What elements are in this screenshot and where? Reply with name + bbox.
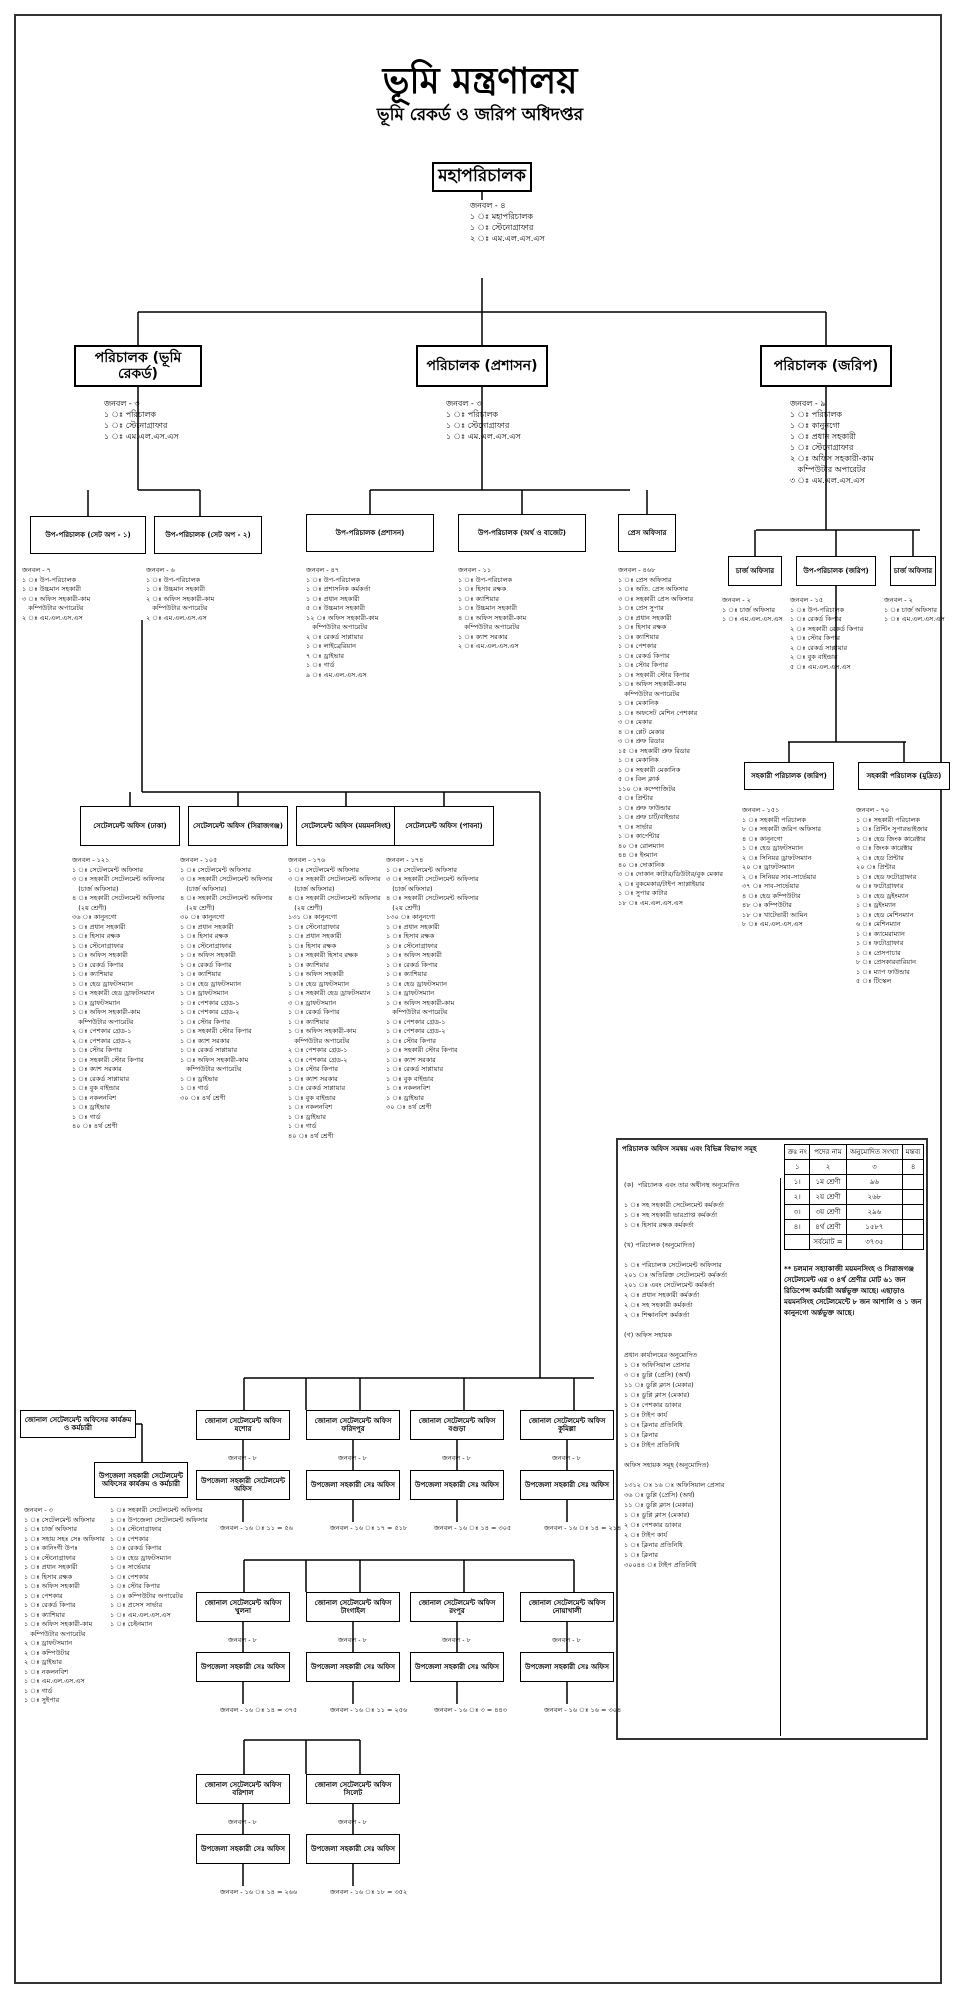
admin-unit-box: প্রেস অফিসার bbox=[618, 514, 676, 552]
assistant-director-box: সহকারী পরিচালক (জরিপ) bbox=[744, 762, 834, 790]
department-subtitle: ভূমি রেকর্ড ও জরিপ অধিদপ্তর bbox=[376, 105, 584, 125]
admin-unit-staff-list: জনবল - ১১ ১ ঃ উপ-পরিচালক ১ ঃ হিসাব রক্ষক ১ ঃ ক্যাশিয়ার ১ ঃ উচ্চমান সহকারী ৪ ঃ অফিস সহকারী-কাম কম্পিউটার অপারেটর ১ ঃ ক্যাশ সরকার ২ ঃ এম.এল.এস.এস bbox=[458, 566, 527, 650]
zonal-staff-count: জনবল - ৮ bbox=[338, 1636, 367, 1644]
table-cell bbox=[903, 1190, 924, 1205]
summary-panel bbox=[616, 1138, 928, 1740]
table-cell: ৩য় শ্রেণী bbox=[810, 1205, 846, 1220]
survey-unit-box: চার্জ অফিসার bbox=[890, 556, 936, 586]
survey-unit-box: উপ-পরিচালক (জরিপ) bbox=[796, 556, 876, 586]
summary-col-number: ৪ bbox=[903, 1160, 924, 1175]
table-row bbox=[785, 1235, 924, 1250]
zonal-office-box: জোনাল সেটেলমেন্ট অফিস টাংগাইল bbox=[306, 1592, 400, 1622]
director-staff-list: জনবল - ৩ ১ ঃ পরিচালক ১ ঃ স্টেনোগ্রাফার ১ ঃ এম.এল.এস.এস bbox=[446, 399, 521, 441]
zonal-office-box: জোনাল সেটেলমেন্ট অফিস বরিশাল bbox=[196, 1774, 290, 1804]
director-staff-list: জনবল - ৩ ১ ঃ পরিচালক ১ ঃ স্টেনোগ্রাফার ১ ঃ এম.এল.এস.এস bbox=[104, 399, 179, 441]
zonal-office-box: জোনাল সেটেলমেন্ট অফিস সিলেট bbox=[306, 1774, 400, 1804]
summary-col-header: মন্তব্য bbox=[903, 1145, 924, 1160]
table-row bbox=[785, 1220, 924, 1235]
upazila-office-box: উপজেলা সহকারী সেঃ অফিস bbox=[520, 1470, 614, 1500]
zonal-staff-count: জনবল - ৮ bbox=[228, 1636, 257, 1644]
summary-table bbox=[784, 1144, 924, 1250]
upazila-office-box: উপজেলা সহকারী সেঃ অফিস bbox=[410, 1470, 504, 1500]
upazila-office-box: উপজেলা সহকারী সেঃ অফিস bbox=[520, 1652, 614, 1682]
zonal-footer-total: জনবল - ১৬ ঃ ১৭ = ৫১৮ bbox=[330, 1524, 408, 1532]
upazila-office-box: উপজেলা সহকারী সেটেলমেন্ট অফিসের কার্যক্রম ও কর্মচারী bbox=[94, 1462, 188, 1498]
table-row bbox=[785, 1190, 924, 1205]
table-cell bbox=[903, 1235, 924, 1250]
director-box: পরিচালক (জরিপ) bbox=[760, 345, 892, 387]
settlement-office-box: সেটেলমেন্ট অফিস (পাবনা) bbox=[394, 806, 494, 846]
director-general-box: মহাপরিচালক bbox=[432, 162, 532, 192]
survey-unit-staff-list: জনবল - ২ ১ ঃ চার্জ অফিসার ১ ঃ এম.এল.এস.এস bbox=[884, 596, 945, 623]
zonal-footer-total: জনবল - ১৬ ঃ ৩ = ৪৪৩ bbox=[434, 1706, 507, 1714]
upazila-office-box: উপজেলা সহকারী সেঃ অফিস bbox=[196, 1834, 290, 1864]
table-cell: ২য় শ্রেণী bbox=[810, 1190, 846, 1205]
summary-col-header: ক্রঃ নং bbox=[785, 1145, 810, 1160]
survey-unit-staff-list: জনবল - ২ ১ ঃ চার্জ অফিসার ১ ঃ এম.এল.এস.এস bbox=[722, 596, 783, 623]
zonal-staff-count: জনবল - ৮ bbox=[228, 1454, 257, 1462]
zonal-footer-total: জনবল - ১৬ ঃ ১৮ = ৩৫২ bbox=[330, 1888, 408, 1896]
zonal-staff-count: জনবল - ৮ bbox=[228, 1818, 257, 1826]
summary-left-text: (ক) পরিচালক এবং তার অধীনস্থ অনুমোদিত ১ ঃ সহ সহকারী সেটেলমেন্ট কর্মকর্তা ১ ঃ সহ সহকারী ভারপ্রাপ্ত কর্মকর্তা ১ ঃ হিসাব রক্ষক কর্মকর্তা (খ) পরিচালক (অনুমোদিত) ১ ঃ পরিচালক সেটেলমেন্ট অফিসার ২০১ ঃ অতিরিক্ত সেটেলমেন্ট কর্মকর্তা ২০১ ঃ এবং সেটেলমেন্ট কর্মকর্তা ২ ঃ প্রধান সহকারী কর্মকর্তা ২ ঃ সহ সহকারী কর্মকর্তা ২ ঃ শিক্ষানবিশ কর্মকর্তা (গ) অফিস সহায়ক প্রধান কার্যালয়ের অনুমোদিত ১ ঃ অফিসিয়াল প্রেসার ৩ ঃ ডুপ্লি (প্রেসি) (অৰ্থ) ১১ ঃ ডুপ্লি ক্লাস (মেকার) ১ ঃ ডুপ্লি ক্লাস (মেকার) ১ ঃ পেশকার ডাকার ১ ঃ টাইপ কার্য ১ ঃ ক্লিনার প্রতিনিধি ১ ঃ ক্লিনার ১ ঃ টাইপ প্রতিনিধি অফিস সহায়ক সমূহ (অনুমোদিত) ১৩১২ ঃ ১৬ ঃ অফিসিয়াল প্রেসার ৩৬ ঃ ডুপ্লি (প্রেসি) (অৰ্থ) ১১ ঃ ডুপ্লি ক্লাস (মেকার) ১ ঃ ডুপ্লি ক্লাস (মেকার) ২ ঃ পেশকার ডাকার ২ ঃ টাইপ কার্য ১ ঃ ক্লিনার প্রতিনিধি ১ ঃ ক্লিনার ৩০০৪৪ ঃ টাইপ প্রতিনিধি bbox=[624, 1181, 740, 1569]
zonal-staff-count: জনবল - ৮ bbox=[442, 1454, 471, 1462]
table-cell bbox=[903, 1175, 924, 1190]
deputy-director-box: উপ-পরিচালক (সেট অপ - ১) bbox=[30, 516, 146, 554]
zonal-staff-count: জনবল - ৮ bbox=[338, 1454, 367, 1462]
table-cell bbox=[903, 1205, 924, 1220]
summary-col-header: পদের নাম bbox=[810, 1145, 846, 1160]
table-cell: ৩। bbox=[785, 1205, 810, 1220]
table-cell: ৪। bbox=[785, 1220, 810, 1235]
zonal-footer-total: জনবল - ১৬ ঃ ১৪ = ৩৭৫ bbox=[220, 1706, 298, 1714]
deputy-staff-list: জনবল - ৬ ১ ঃ উপ-পরিচালক ১ ঃ উচ্চমান সহকারী ২ ঃ অফিস সহকারী-কাম কম্পিউটার অপারেটর ২ ঃ এম.এল.এস.এস bbox=[146, 566, 215, 622]
summary-col-number: ৩ bbox=[846, 1160, 903, 1175]
ministry-title: ভূমি মন্ত্রণালয় bbox=[382, 60, 578, 102]
zonal-office-box: জোনাল সেটেলমেন্ট অফিস ফরিদপুর bbox=[306, 1410, 400, 1440]
zonal-staff-count: জনবল - ৮ bbox=[338, 1818, 367, 1826]
table-cell bbox=[785, 1235, 810, 1250]
zonal-staff-count: জনবল - ৮ bbox=[552, 1636, 581, 1644]
table-cell bbox=[903, 1220, 924, 1235]
summary-heading: পরিচালক অফিস সমন্বয় এবং বিভিন্ন বিভাগ সমূহ bbox=[622, 1145, 757, 1153]
table-cell: ১। bbox=[785, 1175, 810, 1190]
zonal-office-box: জোনাল সেটেলমেন্ট অফিস নোয়াখালী bbox=[520, 1592, 614, 1622]
assistant-director-box: সহকারী পরিচালক (মুদ্রিত) bbox=[858, 762, 950, 790]
admin-unit-box: উপ-পরিচালক (অর্থ ও বাজেট) bbox=[458, 514, 586, 552]
zonal-office-box: জোনাল সেটেলমেন্ট অফিস খুলনা bbox=[196, 1592, 290, 1622]
director-staff-list: জনবল - ৯ ১ ঃ পরিচালক ১ ঃ কানুনগো ১ ঃ প্রধান সহকারী ১ ঃ স্টেনোগ্রাফার ২ ঃ অফিস সহকারী-কাম কম্পিউটার অপারেটর ৩ ঃ এম.এল.এস.এস bbox=[790, 399, 874, 485]
summary-left-column bbox=[622, 1178, 781, 1736]
table-row bbox=[785, 1175, 924, 1190]
zonal-footer-total: জনবল - ১৬ ঃ ১৪ = ২১৪ bbox=[544, 1524, 622, 1532]
upazila-office-box: উপজেলা সহকারী সেঃ অফিস bbox=[306, 1470, 400, 1500]
summary-right-column bbox=[784, 1144, 924, 1319]
summary-note: ** চলমান সহ্যাকাজী ময়মনসিংহ ও সিরাজগঞ্জ সেটেলমেন্ট এর ৩ ৪র্থ শ্রেণীর মোট ৬১ জন রিডিপেন্স কর্মচারী অর্ন্তভুক্ত আছে। এছাড়াও ময়মনসিংহ সেটেলমেন্টে ৮ জন আশালি ও ১ জন কানুনগো অর্ন্তভুক্ত আছে। bbox=[784, 1265, 922, 1317]
deputy-director-box: উপ-পরিচালক (সেট অপ - ২) bbox=[154, 516, 262, 554]
admin-unit-box: উপ-পরিচালক (প্রশাসন) bbox=[306, 514, 434, 552]
zonal-staff-count: জনবল - ৮ bbox=[442, 1636, 471, 1644]
zonal-staff-count: জনবল - ৮ bbox=[552, 1454, 581, 1462]
summary-col-number: ২ bbox=[810, 1160, 846, 1175]
zonal-footer-total: জনবল - ১৬ ঃ ১৪ = ৩০৫ bbox=[434, 1524, 512, 1532]
settlement-office-box: সেটেলমেন্ট অফিস (সিরাজগঞ্জ) bbox=[188, 806, 288, 846]
table-cell: ৩৭৩৫ bbox=[846, 1235, 903, 1250]
zonal-footer-total: জনবল - ১৬ ঃ ১৪ = ২৬৬ bbox=[220, 1888, 298, 1896]
zonal-footer-total: জনবল - ১৬ ঃ ১৬ = ৩০৪ bbox=[544, 1706, 622, 1714]
upazila-office-box: উপজেলা সহকারী সেঃ অফিস bbox=[410, 1652, 504, 1682]
upazila-office-box: উপজেলা সহকারী সেঃ অফিস bbox=[306, 1652, 400, 1682]
table-cell: সর্বমোট = bbox=[810, 1235, 846, 1250]
settlement-office-box: সেটেলমেন্ট অফিস (ময়মনসিংহ) bbox=[296, 806, 396, 846]
upazila-office-box: উপজেলা সহকারী সেঃ অফিস bbox=[196, 1652, 290, 1682]
admin-unit-staff-list: জনবল - ৪৬৮ ১ ঃ প্রেস অফিসার ১ ঃ অতি. প্রেস অফিসার ৩ ঃ সহকারী প্রেস অফিসার ১ ঃ প্রেস সুপার ১ ঃ প্রধান সহকারী ১ ঃ হিসাব রক্ষক ১ ঃ ক্যাশিয়ার ১ ঃ পেশকার ১ ঃ রেকর্ড কিপার ১ ঃ স্টোর কিপার ১ ঃ সহকারী স্টোর কিপার ১ ঃ অফিস সহকারী-কাম কম্পিউটার অপারেটর ১ ঃ মেকানিক ১ ঃ অফসেট মেশিন পেশকার ৩ ঃ মেকার ৪ ঃ প্লেট মেকার ৩ ঃ প্রুফ রিডার ১৫ ঃ সহকারী প্রুফ রিডার ১ ঃ মেকানিক ১ ঃ সহকারী মেকানিক ৫ ঃ বিল ক্লার্ক ১১০ ঃ কম্পোজিটর ৫ ঃ প্রিন্টার ১ ঃ প্রুফ ফাউন্ডার ১ ঃ প্রুফ চার্ট/বাইন্ডার ৭ ঃ সার্ভার ১ ঃ কার্পেন্টার ৪০ ঃ রোলম্যান ৪৪ ঃ ইংম্যান ৪০ ঃ দোকানিক ৩ ঃ দোকান কাটার/ডিউটার/বুক মেকার ২ ঃ বুকমেকার/টাইপ স্যাপ্লাইয়ার ১ ঃ সুপার কাটার ১৮ ঃ এম.এল.এস.এস bbox=[618, 566, 723, 907]
director-box: পরিচালক (প্রশাসন) bbox=[416, 345, 548, 387]
settlement-office-box: সেটেলমেন্ট অফিস (ঢাকা) bbox=[80, 806, 180, 846]
table-cell: ২। bbox=[785, 1190, 810, 1205]
settlement-staff-list: জনবল - ১০৫ ১ ঃ সেটেলমেন্ট অফিসার ৩ ঃ সহকারী সেটেলমেন্ট অফিসার (চার্জ অফিসার) ৪ ঃ সহকারী সেটেলমেন্ট অফিসার (২য় শ্রেণী) ৩০ ঃ কানুনগো ১ ঃ প্রধান সহকারী ১ ঃ হিসাব রক্ষক ১ ঃ স্টেনোগ্রাফার ১ ঃ অফিস সহকারী ১ ঃ রেকর্ড কিপার ১ ঃ ক্যাশিয়ার ১ ঃ হেড ড্রাফটসম্যান ১ ঃ ড্রাফটসম্যান ১ ঃ পেশকার গ্রেড-১ ১ ঃ পেশকার গ্রেড-২ ১ ঃ স্টোর কিপার ১ ঃ সহকারী স্টোর কিপার ১ ঃ ক্যাশ সরকার ১ ঃ রেকর্ড সাপ্লায়ার ১ ঃ অফিস সহকারী-কাম কম্পিউটার অপারেটর ১ ঃ ড্রাইভার ১ ঃ গার্ড ৩০ ঃ ৪র্থ শ্রেণী bbox=[180, 856, 273, 1102]
admin-unit-staff-list: জনবল - ৪৭ ১ ঃ উপ-পরিচালক ১ ঃ প্রশাসনিক কর্মকর্তা ১ ঃ প্রধান সহকারী ৫ ঃ উচ্চমান সহকারী ১২ ঃ অফিস সহকারী-কাম কম্পিউটার অপারেটর ২ ঃ রেকর্ড সাপ্লায়ার ১ ঃ লাইব্রেরিয়ান ৭ ঃ ড্রাইভার ১ ঃ গার্ড ৯ ঃ এম.এল.এস.এস bbox=[306, 566, 379, 679]
upazila-office-box: উপজেলা সহকারী সেঃ অফিস bbox=[306, 1834, 400, 1864]
zonal-office-box: জোনাল সেটেলমেন্ট অফিস রংপুর bbox=[410, 1592, 504, 1622]
settlement-staff-list: জনবল - ১৭৪ ১ ঃ সেটেলমেন্ট অফিসার ৩ ঃ সহকারী সেটেলমেন্ট অফিসার (চার্জ অফিসার) ৪ ঃ সহকারী সেটেলমেন্ট অফিসার (২য় শ্রেণী) ১৩০ ঃ কানুনগো ১ ঃ প্রধান সহকারী ১ ঃ হিসাব রক্ষক ১ ঃ স্টেনোগ্রাফার ১ ঃ অফিস সহকারী ১ ঃ রেকর্ড কিপার ১ ঃ ক্যাশিয়ার ১ ঃ হেড ড্রাফটসম্যান ১ ঃ ড্রাফটসম্যান ১ ঃ অফিস সহকারী-কাম কম্পিউটার অপারেটর ১ ঃ পেশকার গ্রেড-১ ১ ঃ পেশকার গ্রেড-২ ১ ঃ স্টোর কিপার ১ ঃ সহকারী স্টোর কিপার ১ ঃ ক্যাশ সরকার ১ ঃ রেকর্ড সাপ্লায়ার ১ ঃ বুক বাইন্ডার ১ ঃ নকলনবিশ ১ ঃ ড্রাইভার ৩০ ঃ ৪র্থ শ্রেণী bbox=[386, 856, 479, 1111]
director-box: পরিচালক (ভূমি রেকর্ড) bbox=[74, 345, 202, 387]
table-cell: ৪র্থ শ্রেণী bbox=[810, 1220, 846, 1235]
upazila-office-box: উপজেলা সহকারী সেটেলমেন্ট অফিস bbox=[196, 1470, 290, 1500]
settlement-staff-list: জনবল - ১৭৬ ১ ঃ সেটেলমেন্ট অফিসার ৩ ঃ সহকারী সেটেলমেন্ট অফিসার (চার্জ অফিসার) ৪ ঃ সহকারী সেটেলমেন্ট অফিসার (২য় শ্রেণী) ১৩১ ঃ কানুনগো ১ ঃ স্টেনোগ্রাফার ১ ঃ প্রধান সহকারী ১ ঃ হিসাব রক্ষক ১ ঃ সহকারী হিসাব রক্ষক ১ ঃ ক্যাশিয়ার ১ ঃ অফিস সহকারী ১ ঃ হেড ড্রাফটসম্যান ১ ঃ সহকারী হেড ড্রাফটসম্যান ৩ ঃ ড্রাফটসম্যান ১ ঃ রেকর্ড কিপার ১ ঃ ক্যাশিয়ার ১ ঃ অফিস সহকারী-কাম কম্পিউটার অপারেটর ২ ঃ পেশকার গ্রেড-১ ২ ঃ পেশকার গ্রেড-২ ১ ঃ স্টোর কিপার ১ ঃ ক্যাশ সরকার ১ ঃ রেকর্ড সাপ্লায়ার ১ ঃ বুক বাইন্ডার ১ ঃ নকলনবিশ ১ ঃ ড্রাইভার ১ ঃ গার্ড ৪০ ঃ ৪র্থ শ্রেণী bbox=[288, 856, 381, 1140]
table-cell: ২৬৮ bbox=[846, 1190, 903, 1205]
assistant-director-staff-list: জনবল - ৭০ ১ ঃ সহকারী পরিচালক ১ ঃ প্রিন্টিং সুপারভাইজার ১ ঃ হেড জিংক কারেক্টার ৩ ঃ জিংক কারেক্টার ২ ঃ হেড প্রিন্টার ২০ ঃ প্রিন্টার ১ ঃ হেড ফটোগ্রাফার ৬ ঃ ফটোগ্রাফার ১ ঃ হেড ড্রইংম্যান ১ ঃ ড্রইংম্যান ১ ঃ হেড মেশিনম্যান ৬ ঃ মেশিনম্যান ১ ঃ ক্যামেরাম্যান ১ ঃ ফটোগ্রাফার ১ ঃ প্রেসপাচার ৮ ঃ প্রেসকারবারিয়ান ১ ঃ ম্যাপ ফাউন্ডার ৫ ঃ টিস্কেল bbox=[856, 806, 928, 985]
zonal-office-box: জোনাল সেটেলমেন্ট অফিস বগুড়া bbox=[410, 1410, 504, 1440]
zonal-office-box: জোনাল সেটেলমেন্ট অফিস যশোর bbox=[196, 1410, 290, 1440]
zonal-office-box: জোনাল সেটেলমেন্ট অফিসের কার্যক্রম ও কর্মচারী bbox=[20, 1410, 136, 1438]
zonal-staff-list: জনবল - ৩ ১ ঃ সেটেলমেন্ট অফিসার ১ ঃ চার্জ অফিসার ১ ঃ সহায় সহঃ সেঃ অফিসার ১ ঃ কানিংগী উপঃ ১ ঃ স্টেনোগ্রাফার ১ ঃ প্রধান সহকারী ১ ঃ হিসাব রক্ষক ১ ঃ অফিস সহকারী ১ ঃ পেশকার ১ ঃ রেকর্ড কিপার ১ ঃ ক্যাশিয়ার ১ ঃ অফিস সহকারী-কাম কম্পিউটার অপারেটর ২ ঃ ড্রাফটসম্যান ২ ঃ কম্পিউটার ২ ঃ ড্রাইভার ১ ঃ নকলনবিশ ১ ঃ এম.এল.এস.এস ১ ঃ গার্ড ১ ঃ সুইপার bbox=[24, 1506, 105, 1704]
zonal-office-box: জোনাল সেটেলমেন্ট অফিস কুমিল্লা bbox=[520, 1410, 614, 1440]
zonal-footer-total: জনবল - ১৬ ঃ ১১ = ৫৬ bbox=[220, 1524, 293, 1532]
survey-unit-staff-list: জনবল - ১৫ ১ ঃ উপ-পরিচালক ১ ঃ রেকর্ড কিপার ২ ঃ সহকারী রেকর্ড কিপার ২ ঃ স্টোর কিপার ২ ঃ রেকর্ড সাপ্লায়ার ২ ঃ বুক বাইন্ডার ৫ ঃ এম.এল.এস.এস bbox=[790, 596, 864, 671]
zonal-footer-total: জনবল - ১৬ ঃ ১১ = ২৫৬ bbox=[330, 1706, 408, 1714]
assistant-director-staff-list: জনবল - ১৫১ ১ ঃ সহকারী পরিচালক ৮ ঃ সহকারী জরিপ অফিসার ৪ ঃ কানুনগো ১ ঃ হেড ড্রাফটসম্যান ২ ঃ সিনিয়র ড্রাফটসম্যান ২০ ঃ ড্রাফটসম্যান ২ ঃ সিনিয়র সাব-সার্ভেয়ার ৩৭ ঃ সাব-সার্ভেয়ার ৪ ঃ হেড কম্পিউটার ৪৮ ঃ কম্পিউটার ১৮ ঃ খাটেভারী আমিন ৮ ঃ এম.এল.এস.এস bbox=[742, 806, 822, 928]
table-cell: ২৯৬ bbox=[846, 1205, 903, 1220]
dg-staff-list: জনবল - ৪ ১ ঃ মহাপরিচালক ১ ঃ স্টেনোগ্রাফার ২ ঃ এম.এল.এস.এস bbox=[470, 201, 545, 243]
table-cell: ৯৬ bbox=[846, 1175, 903, 1190]
settlement-staff-list: জনবল - ১২১ ১ ঃ সেটেলমেন্ট অফিসার ৩ ঃ সহকারী সেটেলমেন্ট অফিসার (চার্জ অফিসার) ৪ ঃ সহকারী সেটেলমেন্ট অফিসার (২য় শ্রেণী) ৩৬ ঃ কানুনগো ১ ঃ প্রধান সহকারী ১ ঃ হিসাব রক্ষক ১ ঃ স্টেনোগ্রাফার ১ ঃ অফিস সহকারী ১ ঃ রেকর্ড কিপার ১ ঃ ক্যাশিয়ার ১ ঃ হেড ড্রাফটসম্যান ১ ঃ সহকারী হেড ড্রাফটসম্যান ১ ঃ ড্রাফটসম্যান ১ ঃ অফিস সহকারী-কাম কম্পিউটার অপারেটর ২ ঃ পেশকার গ্রেড-১ ২ ঃ পেশকার গ্রেড-২ ১ ঃ স্টোর কিপার ১ ঃ সহকারী স্টোর কিপার ১ ঃ ক্যাশ সরকার ১ ঃ রেকর্ড সাপ্লায়ার ১ ঃ বুক বাইন্ডার ১ ঃ নকলনবিশ ১ ঃ ড্রাইভার ১ ঃ গার্ড ৪০ ঃ ৪র্থ শ্রেণী bbox=[72, 856, 165, 1130]
table-cell: ১ম শ্রেণী bbox=[810, 1175, 846, 1190]
survey-unit-box: চার্জ অফিসার bbox=[728, 556, 782, 586]
summary-col-number: ১ bbox=[785, 1160, 810, 1175]
upazila-staff-list: ১ ঃ সহকারী সেটেলমেন্ট অফিসার ১ ঃ উপজেলা সেটেলমেন্ট অফিসার ১ ঃ স্টেনোগ্রাফার ১ ঃ পেশকার ১ ঃ রেকর্ড কিপার ১ ঃ হেড ড্রাফটসম্যান ১ ঃ সার্ভেয়ার ১ ঃ পেশকার ১ ঃ স্টোর কিপার ১ ঃ কম্পিউটার অপারেটর ১ ঃ প্রসেস সার্ভার ১ ঃ এম.এল.এস.এস ১ ঃ চেইনম্যান bbox=[110, 1506, 208, 1628]
summary-col-header: অনুমোদিত সংখ্যা bbox=[846, 1145, 903, 1160]
table-row bbox=[785, 1205, 924, 1220]
table-cell: ১৫৮৭ bbox=[846, 1220, 903, 1235]
deputy-staff-list: জনবল - ৭ ১ ঃ উপ-পরিচালক ১ ঃ উচ্চমান সহকারী ৩ ঃ অফিস সহকারী-কাম কম্পিউটার অপারেটর ২ ঃ এম.এল.এস.এস bbox=[22, 566, 91, 622]
